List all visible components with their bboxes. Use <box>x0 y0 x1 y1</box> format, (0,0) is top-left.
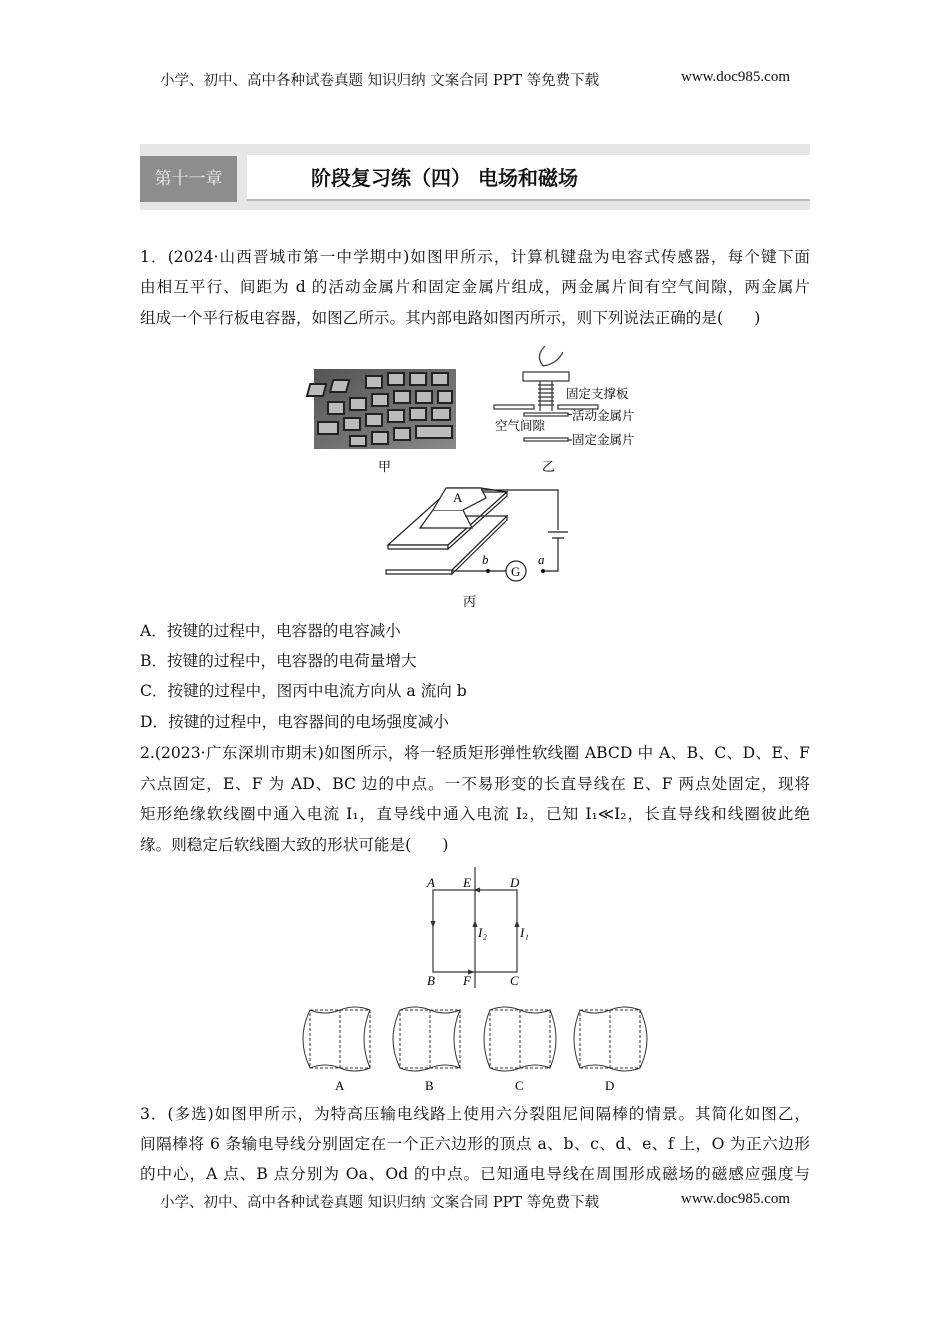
label-F: F <box>463 973 471 988</box>
label-support: 固定支撑板 <box>566 387 629 401</box>
key-label: A <box>453 490 463 505</box>
point-a-label: a <box>538 552 545 567</box>
choice-shape-d <box>574 1007 647 1071</box>
choice-shape-c <box>484 1007 556 1071</box>
q2-line: 2.(2023·广东深圳市期末)如图所示，将一轻质矩形弹性软线圈 ABCD 中 A、B、C、D、E、F <box>140 744 810 762</box>
watermark-text: 小学、初中、高中各种试卷真题 知识归纳 文案合同 PPT 等免费下载 <box>160 73 600 89</box>
q1-line: 由相互平行、间距为 d 的活动金属片和固定金属片组成，两金属片间有空气间隙，两金属片 <box>140 278 810 296</box>
label-moving: 活动金属片 <box>572 409 635 423</box>
page-title: 阶段复习练（四） 电场和磁场 <box>247 155 810 201</box>
watermark-url: www.doc985.com <box>680 69 790 85</box>
choice-label-c: C <box>515 1078 524 1093</box>
label-gap: 空气间隙 <box>495 419 546 433</box>
coil-diagram <box>431 867 519 988</box>
watermark-text: 小学、初中、高中各种试卷真题 知识归纳 文案合同 PPT 等免费下载 <box>160 1195 600 1211</box>
q2-line: 矩形绝缘软线圈中通入电流 I₁，直导线中通入电流 I₂，已知 I₁≪I₂，长直导线和线圈彼此绝 <box>140 805 810 823</box>
label-E: E <box>463 875 471 890</box>
point-b-label: b <box>482 552 489 567</box>
q1-line: 1．(2024·山西晋城市第一中学期中)如图甲所示，计算机键盘为电容式传感器，每个键下面 <box>140 248 810 266</box>
watermark-url: www.doc985.com <box>680 1191 790 1207</box>
q3-line: 间隔棒将 6 条输电导线分别固定在一个正六边形的顶点 a、b、c、d、e、f 上，O 为正六边形 <box>140 1135 810 1153</box>
chapter-label: 第十一章 <box>140 156 237 202</box>
watermark-top <box>160 69 790 90</box>
label-I1: I₁ <box>520 925 529 940</box>
label-B: B <box>427 973 435 988</box>
q1-option-d: D．按键的过程中，电容器间的电场强度减小 <box>140 713 449 731</box>
q1-option-b: B．按键的过程中，电容器的电荷量增大 <box>140 652 417 670</box>
label-A: A <box>427 875 435 890</box>
label-I2: I₂ <box>478 925 487 940</box>
label-D: D <box>510 875 520 890</box>
choice-shape-b <box>393 1007 460 1071</box>
choice-label-d: D <box>605 1078 615 1093</box>
q1-line: 组成一个平行板电容器，如图乙所示。其内部电路如图丙所示，则下列说法正确的是( ) <box>140 309 761 327</box>
q2-figure <box>290 865 660 1097</box>
choice-label-b: B <box>425 1078 434 1093</box>
keyboard-photo <box>307 369 456 449</box>
fig-bing-caption: 丙 <box>463 594 477 609</box>
q2-line: 缘。则稳定后软线圈大致的形状可能是( ) <box>140 836 449 854</box>
watermark-bottom <box>160 1191 790 1212</box>
q1-figure <box>300 340 660 615</box>
label-C: C <box>510 973 519 988</box>
q3-line: 的中心，A 点、B 点分别为 Oa、Od 的中点。已知通电导线在周围形成磁场的磁感应强度与 <box>140 1165 810 1183</box>
fig-yi-caption: 乙 <box>542 459 556 474</box>
choice-shape-a <box>303 1007 370 1071</box>
choice-label-a: A <box>335 1078 345 1093</box>
fig-jia-caption: 甲 <box>378 459 392 474</box>
q1-option-c: C．按键的过程中，图丙中电流方向从 a 流向 b <box>140 682 467 700</box>
galvanometer-label: G <box>511 564 521 579</box>
circuit-diagram <box>386 488 568 581</box>
q3-line: 3．(多选)如图甲所示，为特高压输电线路上使用六分裂阻尼间隔棒的情景。其简化如图乙， <box>140 1105 810 1123</box>
label-fixed: 固定金属片 <box>572 433 635 447</box>
q1-option-a: A．按键的过程中，电容器的电容减小 <box>140 622 401 640</box>
q2-line: 六点固定，E、F 为 AD、BC 边的中点。一不易形变的长直导线在 E、F 两点处固定，现将 <box>140 775 810 793</box>
